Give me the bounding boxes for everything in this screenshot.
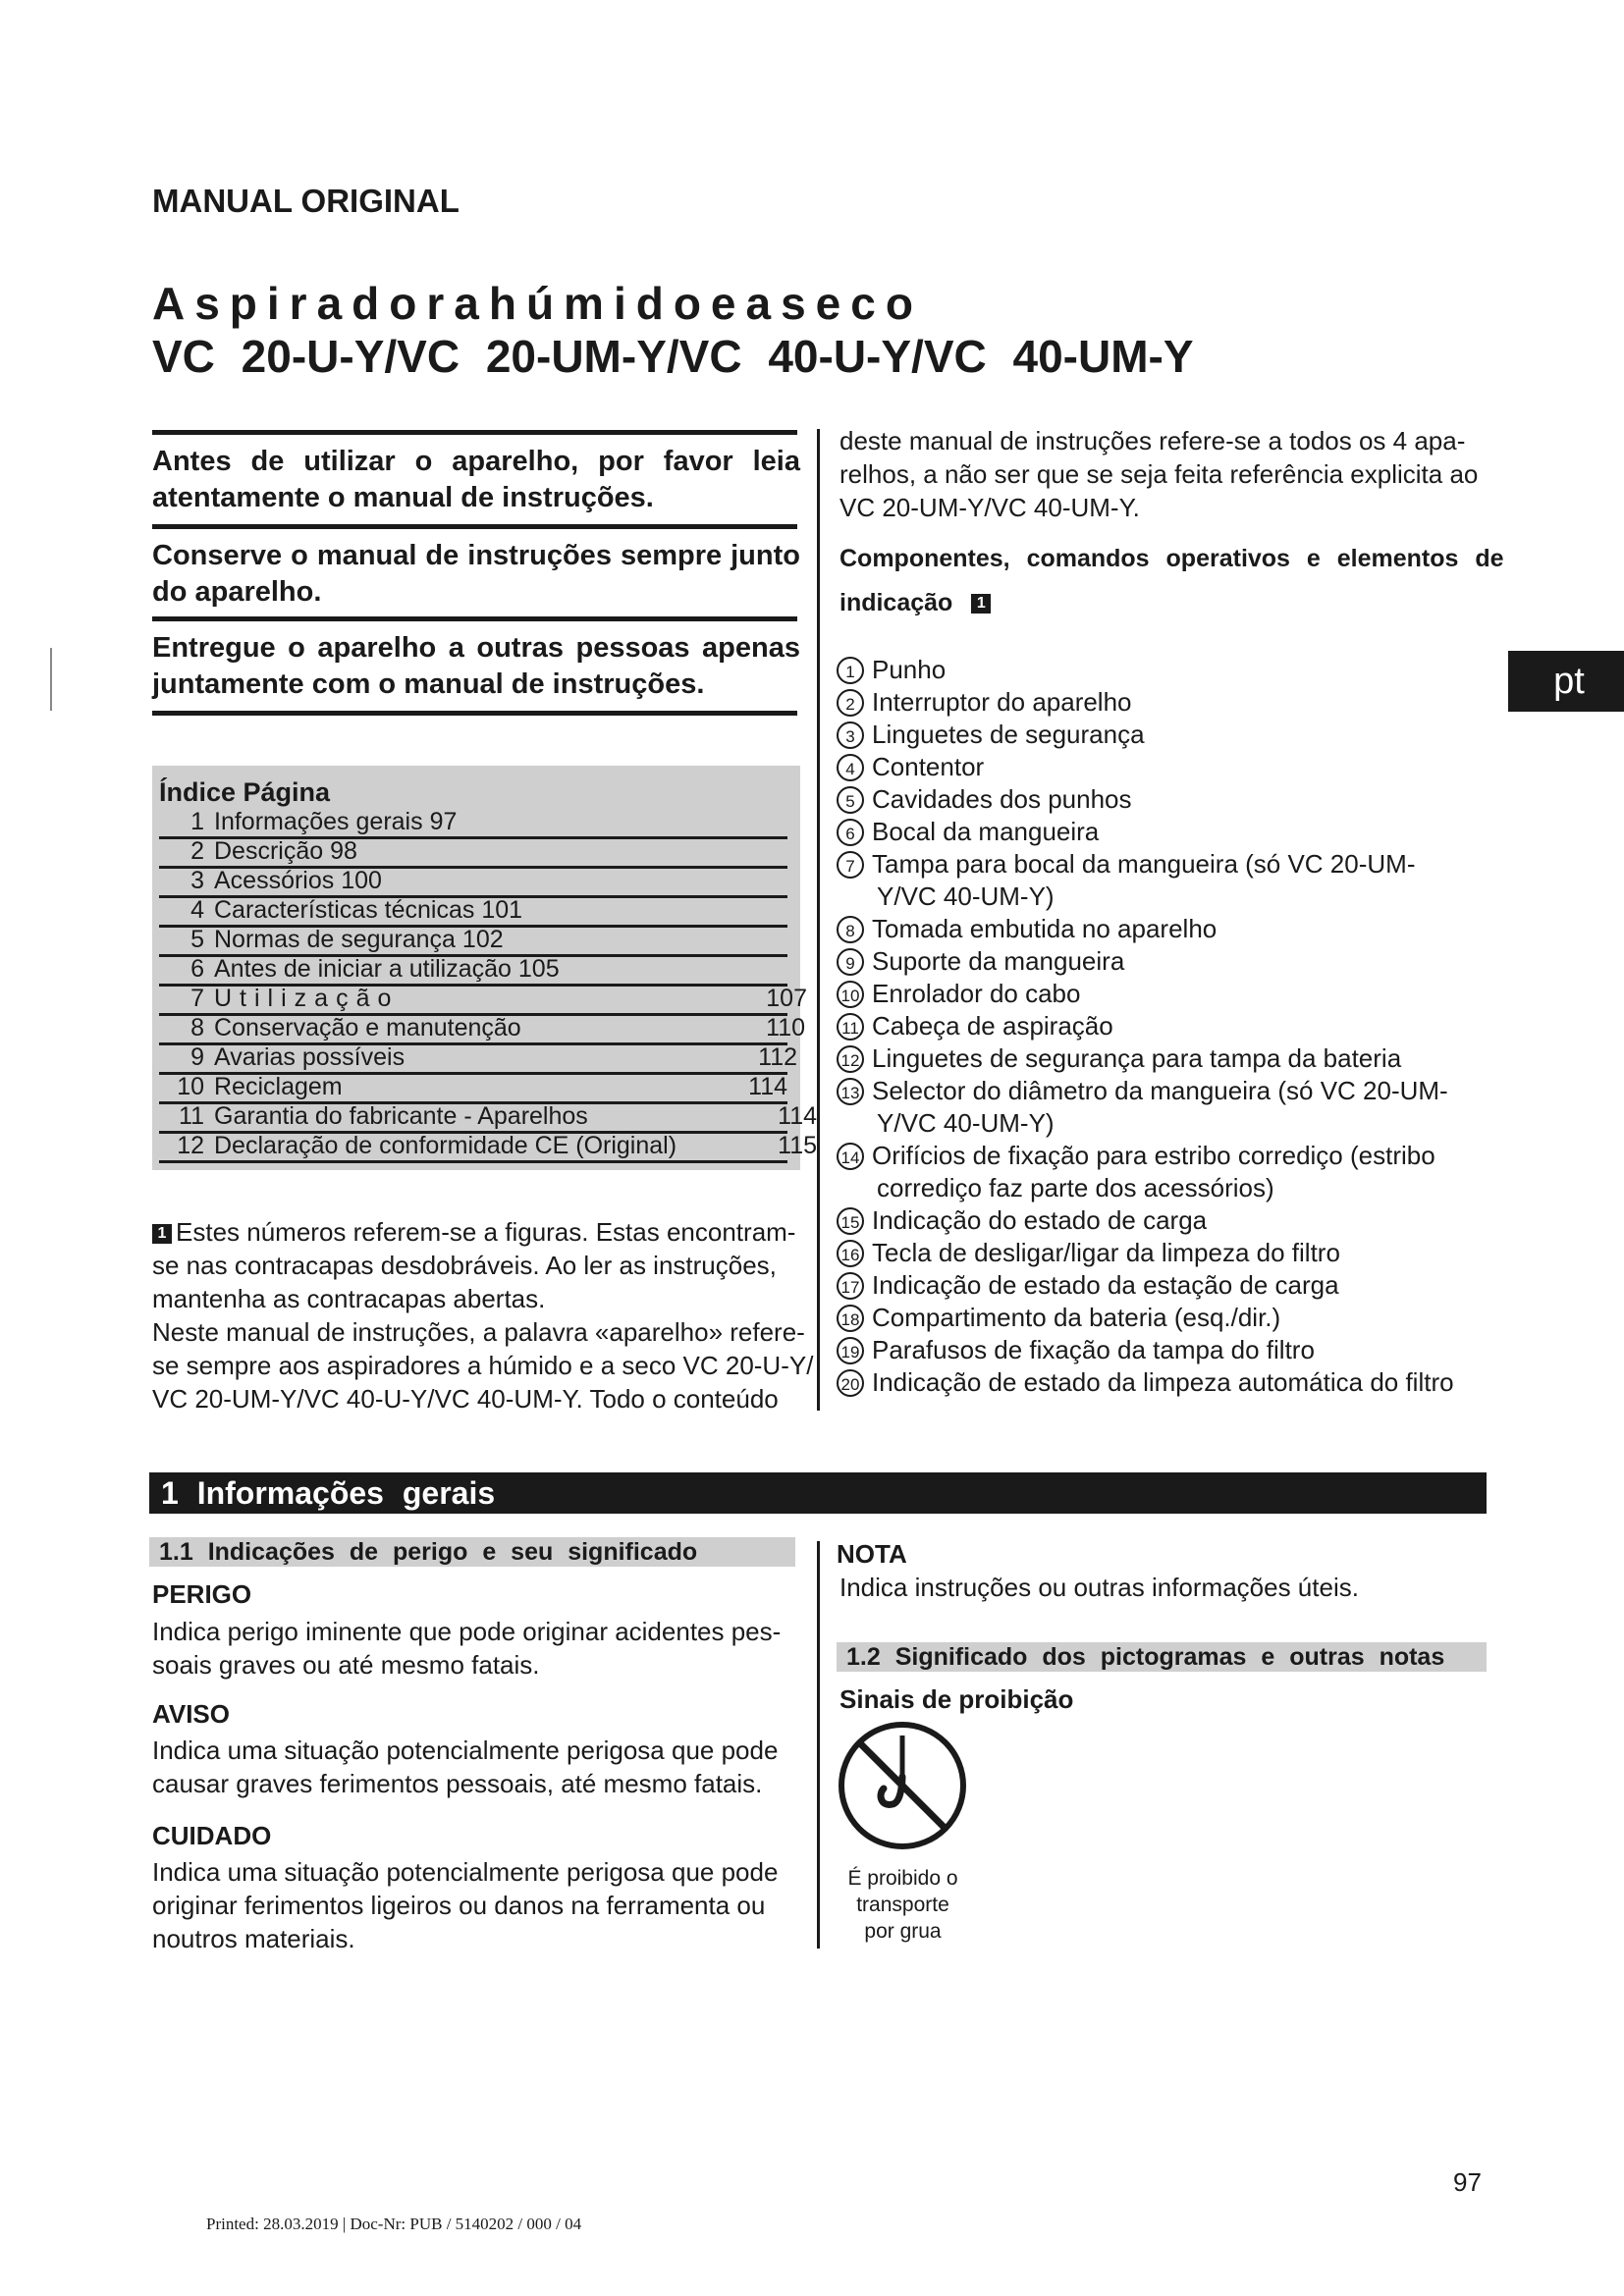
toc-title: Características técnicas [214,896,475,924]
toc-title: Conservação e manutenção [214,1014,521,1041]
notice-rule [152,430,797,435]
nota-heading: NOTA [837,1539,907,1569]
toc-title: Informações gerais [214,808,423,835]
intro-continuation [839,424,1571,524]
notice-rule [152,711,797,716]
page-number: 97 [1453,2167,1482,2197]
component-item: 14 Orifícios de fixação para estribo corrediço (estribo corrediço faz parte dos acessórios) [837,1140,1583,1204]
toc-entry[interactable] [159,1072,787,1104]
perigo-heading: PERIGO [152,1579,252,1609]
toc-entry[interactable] [159,925,787,957]
notice-read-manual: Antes de utilizar o aparelho, por favor leia atentamente o manual de instruções. [152,446,800,513]
toc-page: 114 [748,1073,787,1100]
component-item: 13 Selector do diâmetro da mangueira (só VC 20-UM- Y/VC 40-UM-Y) [837,1075,1583,1140]
component-item: 16 Tecla de desligar/ligar da limpeza do filtro [837,1237,1583,1269]
toc-entry[interactable] [159,836,787,869]
component-item: 11 Cabeça de aspiração [837,1010,1583,1042]
component-item: 20 Indicação de estado da limpeza automática do filtro [837,1366,1583,1399]
language-tab[interactable]: pt [1508,651,1624,712]
toc-title: Declaração de conformidade CE (Original) [214,1132,677,1159]
toc-number: 2 [190,837,204,865]
component-item: 6 Bocal da mangueira [837,816,1583,848]
toc-entry[interactable] [159,866,787,898]
toc-entry[interactable] [159,895,787,928]
component-item: 1 Punho [837,654,1583,686]
toc-title: Normas de segurança [214,926,456,953]
toc-header: Índice Página [159,777,331,807]
toc-page: 110 [766,1014,805,1041]
figure-note-line: se nas contracapas desdobráveis. Ao ler as instruções, [152,1251,777,1280]
toc-title: Descrição [214,837,324,865]
component-item: 12 Linguetes de segurança para tampa da bateria [837,1042,1583,1075]
toc-page: 114 [778,1102,817,1130]
toc-entry[interactable] [159,1131,817,1163]
toc-number: 3 [190,867,204,894]
component-item: 5 Cavidades dos punhos [837,783,1583,816]
toc-page: 102 [461,926,504,953]
figure-note-line: Neste manual de instruções, a palavra «aparelho» refere- [152,1317,805,1347]
sign-caption: É proibido o transporte por grua [847,1867,958,1943]
prohibition-heading: Sinais de proibição [839,1684,1074,1714]
toc-page: 107 [766,985,807,1012]
toc-page: 98 [330,837,357,865]
component-item: 17 Indicação de estado da estação de carga [837,1269,1583,1302]
toc-number: 7 [190,985,204,1012]
notice-keep-manual: Conserve o manual de instruções sempre junto do aparelho. [152,540,800,608]
components-list [837,654,1583,1399]
document-label: MANUAL ORIGINAL [152,183,460,219]
subsection-heading: 1.2 Significado dos pictogramas e outras notas [837,1642,1487,1672]
figure-marker: 1 [971,594,991,614]
toc-number: 11 [179,1102,204,1130]
toc-title: Avarias possíveis [214,1043,406,1071]
toc-entry[interactable] [159,954,787,987]
toc-number: 10 [177,1073,204,1100]
components-heading-cont: indicação 1 [839,586,1571,619]
toc-title: Antes de iniciar a utilização [214,955,512,983]
intro-line: relhos, a não ser que se seja feita referência explicita ao [839,459,1479,489]
toc-number: 5 [190,926,204,953]
toc-number: 6 [190,955,204,983]
toc-number: 12 [177,1132,204,1159]
toc-number: 8 [190,1014,204,1041]
component-item: 8 Tomada embutida no aparelho [837,913,1583,945]
figure-note [152,1215,839,1415]
toc-entry[interactable] [159,1101,817,1134]
component-item: 19 Parafusos de fixação da tampa do filtro [837,1334,1583,1366]
cuidado-text: Indica uma situação potencialmente perigosa que pode originar ferimentos ligeiros ou danos na ferramenta ou noutros materiais. [152,1857,779,1953]
toc-page: 105 [517,955,560,983]
perigo-text: Indica perigo iminente que pode originar acidentes pes- soais graves ou até mesmo fatais. [152,1617,782,1680]
figure-marker: 1 [152,1224,172,1244]
component-item: 15 Indicação do estado de carga [837,1204,1583,1237]
model-list: VC 20-U-Y/VC 20-UM-Y/VC 40-U-Y/VC 40-UM-Y [152,331,1194,382]
component-item: 10 Enrolador do cabo [837,978,1583,1010]
subsection-heading: 1.1 Indicações de perigo e seu significado [149,1537,795,1567]
toc-entry[interactable] [159,1013,805,1045]
figure-note-line: 1 Estes números referem-se a figuras. Estas encontram- [152,1215,839,1249]
aviso-heading: AVISO [152,1699,230,1729]
aviso-text: Indica uma situação potencialmente perigosa que pode causar graves ferimentos pessoais, até mesmo fatais. [152,1735,779,1798]
figure-note-line: se sempre aos aspiradores a húmido e a seco VC 20-U-Y/ [152,1351,814,1380]
intro-line: deste manual de instruções refere-se a todos os 4 apa- [839,426,1466,455]
toc-number: 9 [190,1043,204,1071]
toc-title: Reciclagem [214,1073,343,1100]
figure-note-line: VC 20-UM-Y/VC 40-U-Y/VC 40-UM-Y. Todo o conteúdo [152,1384,779,1414]
figure-note-line: mantenha as contracapas abertas. [152,1284,546,1313]
component-item: 9 Suporte da mangueira [837,945,1583,978]
cuidado-heading: CUIDADO [152,1821,272,1850]
page-title: Aspiradorahúmidoeaseco [152,278,923,329]
page-edge-mark [50,648,52,711]
notice-rule [152,616,797,621]
toc-entry[interactable] [159,1042,797,1075]
notice-rule [152,524,797,529]
intro-line: VC 20-UM-Y/VC 40-UM-Y. [839,493,1140,522]
section-heading: 1 Informações gerais [149,1472,1487,1514]
toc-number: 4 [190,896,204,924]
notice-hand-over: Entregue o aparelho a outras pessoas apenas juntamente com o manual de instruções. [152,632,800,700]
toc-entry[interactable] [159,984,807,1016]
component-item: 7 Tampa para bocal da mangueira (só VC 20-UM- Y/VC 40-UM-Y) [837,848,1583,913]
toc-page: 112 [758,1043,797,1071]
toc-title: Utilização [214,985,400,1012]
component-item: 18 Compartimento da bateria (esq./dir.) [837,1302,1583,1334]
toc-title: Acessórios [214,867,335,894]
component-item: 2 Interruptor do aparelho [837,686,1583,719]
components-heading: Componentes, comandos operativos e elementos de [839,545,1504,572]
toc-page: 97 [429,808,458,835]
toc-page: 115 [778,1132,817,1159]
toc-page: 101 [481,896,523,924]
component-item: 4 Contentor [837,751,1583,783]
crane-transport-prohibited-icon [837,1720,969,1852]
nota-text: Indica instruções ou outras informações úteis. [839,1573,1359,1602]
toc-entry[interactable] [159,807,787,839]
print-footer: Printed: 28.03.2019 | Doc-Nr: PUB / 5140202 / 000 / 04 [206,2215,582,2233]
toc-title: Garantia do fabricante - Aparelhos [214,1102,588,1130]
toc-number: 1 [190,808,204,835]
toc-page: 100 [341,867,382,894]
component-item: 3 Linguetes de segurança [837,719,1583,751]
